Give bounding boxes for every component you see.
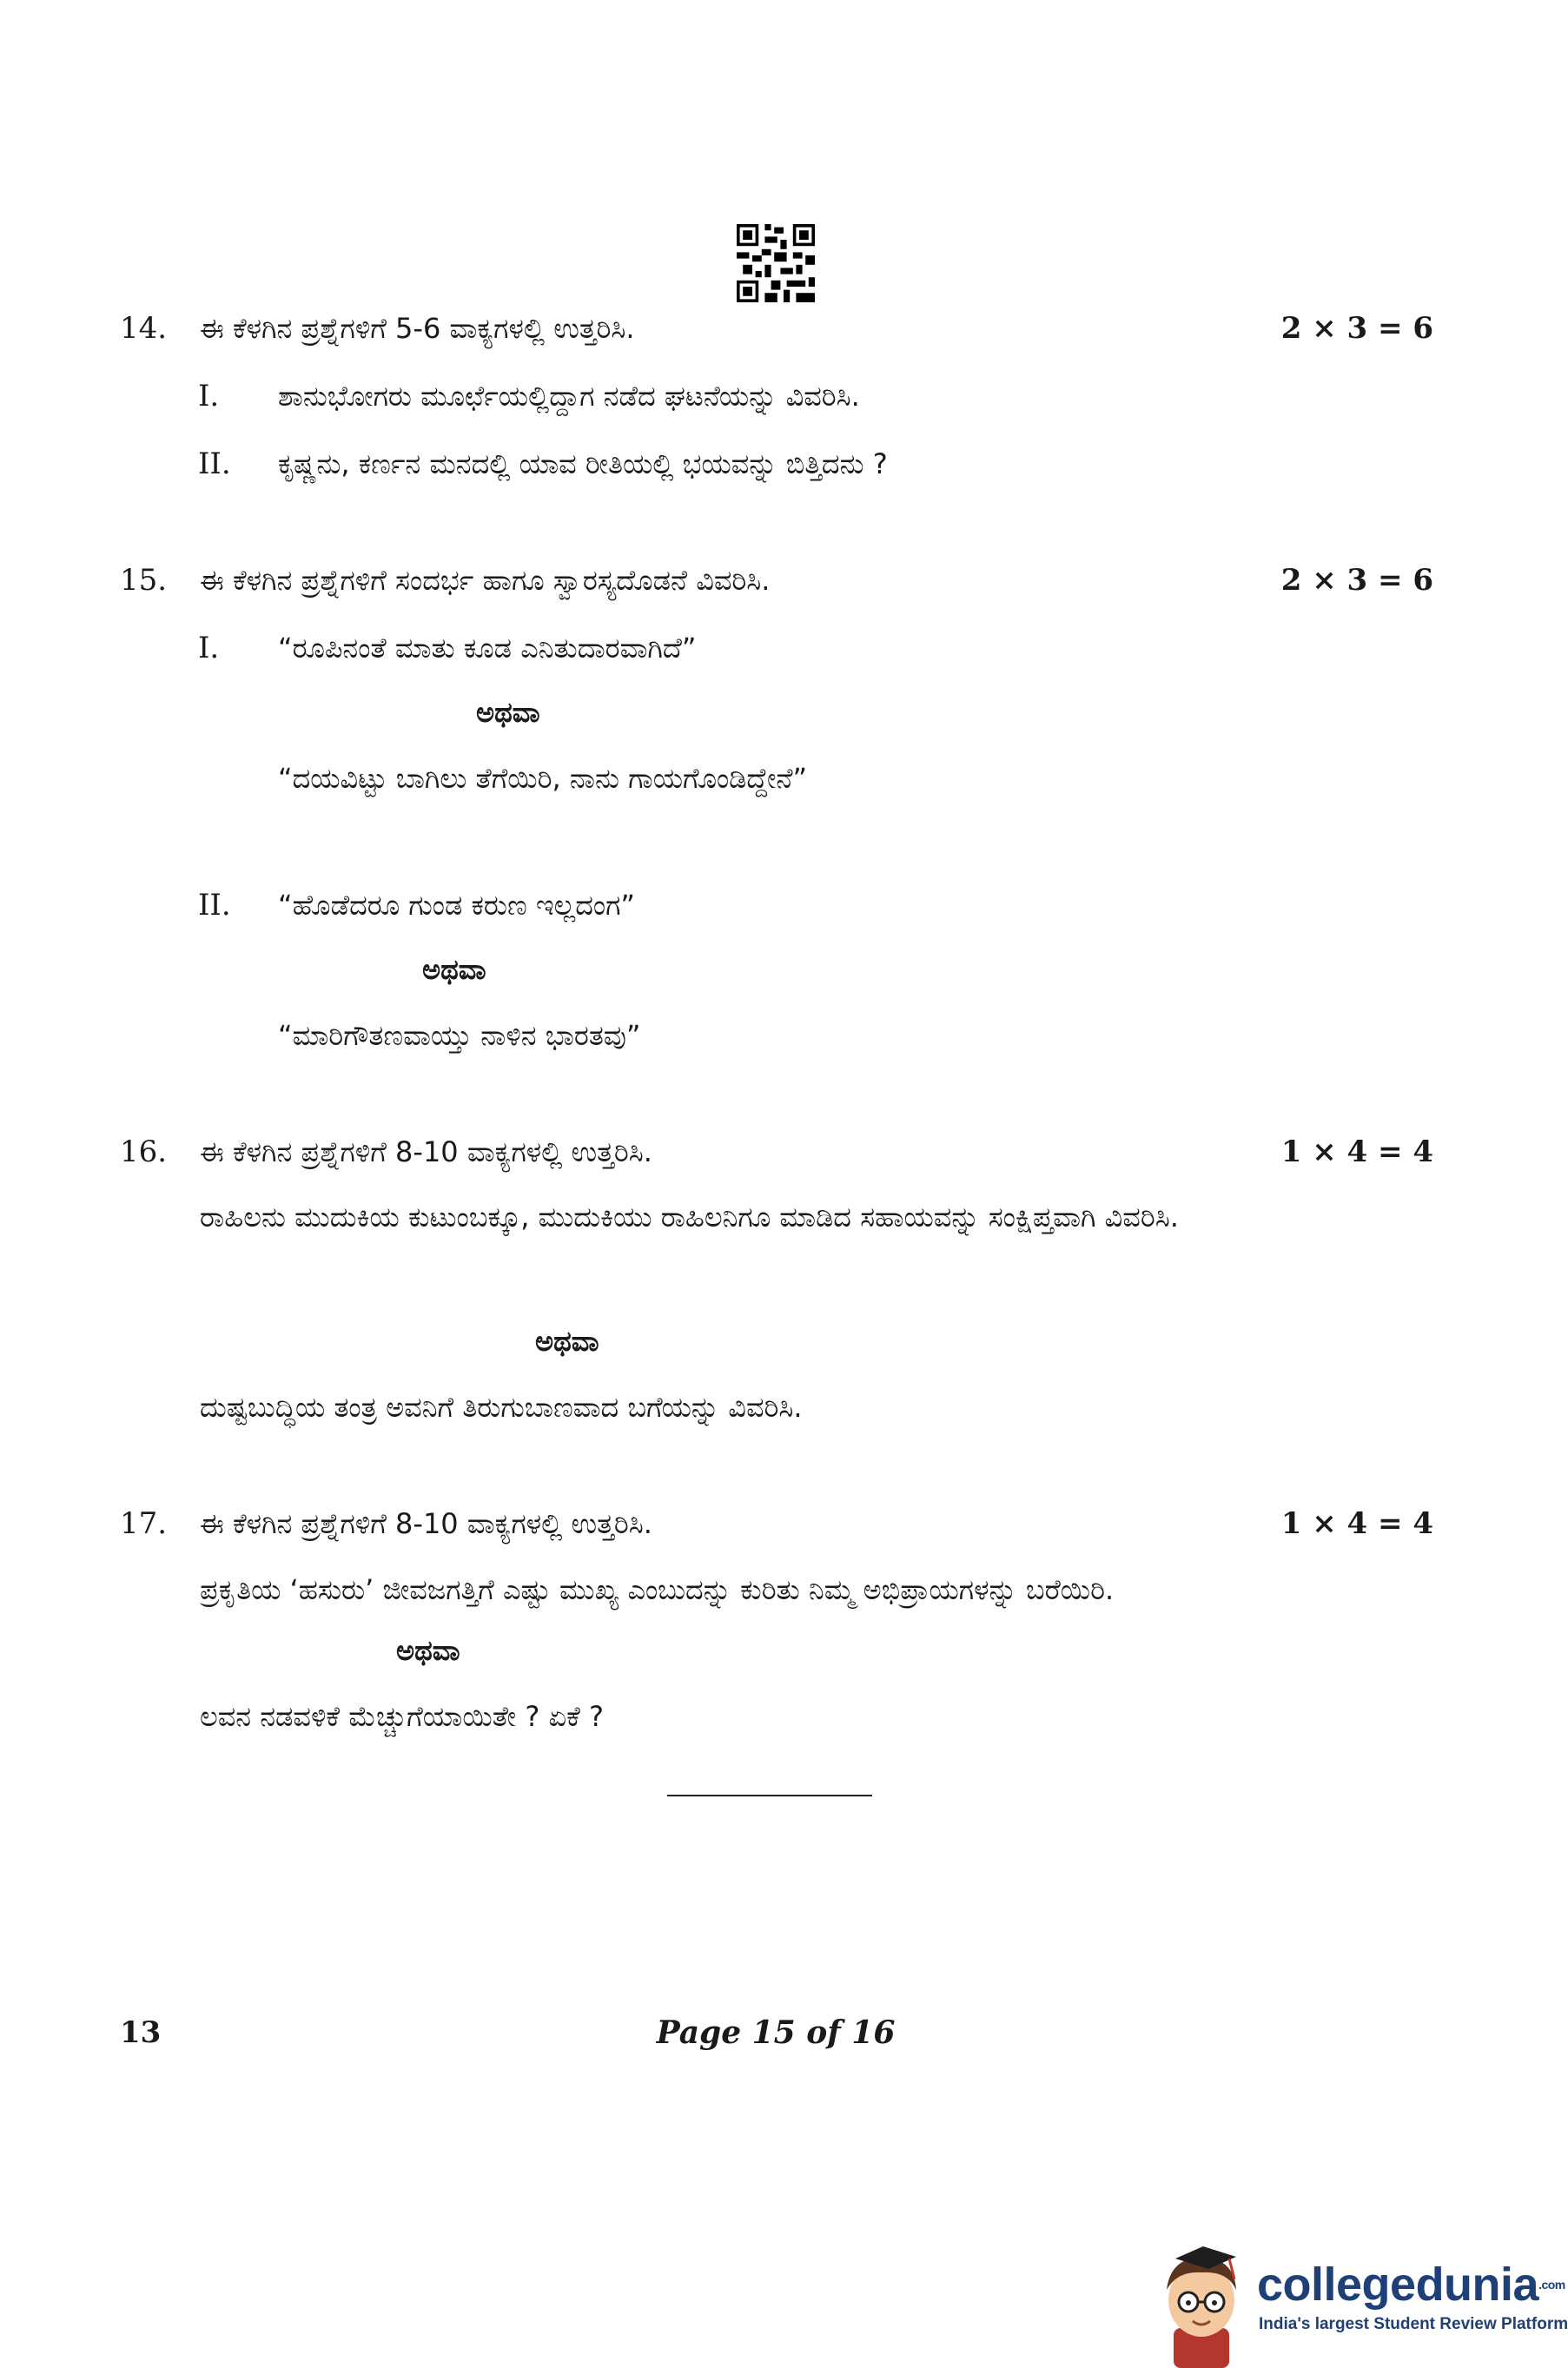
collegedunia-watermark [1151, 2241, 1568, 2368]
question-number: 15. [120, 563, 168, 598]
question-15-item-1 [198, 622, 1432, 674]
question-marks: 2 × 3 = 6 [1280, 311, 1433, 346]
brand-name: collegedunia$^{.com}$ [1257, 2259, 1565, 2311]
item-text: “ರೂಪಿನಂತೆ ಮಾತು ಕೂಡ ಎನಿತುದಾರವಾಗಿದೆ” [278, 632, 697, 665]
question-instruction: ಈ ಕೆಳಗಿನ ಪ್ರಶ್ನೆಗಳಿಗೆ 8-10 ವಾಕ್ಯಗಳಲ್ಲಿ ಉತ್ತರಿಸಿ. [200, 1507, 652, 1540]
question-instruction: ಈ ಕೆಳಗಿನ ಪ್ರಶ್ನೆಗಳಿಗೆ 5-6 ವಾಕ್ಯಗಳಲ್ಲಿ ಉತ್ತರಿಸಿ. [200, 312, 635, 345]
question-number: 14. [120, 311, 168, 346]
page-number: Page 15 of 16 [656, 2014, 896, 2051]
question-number: 16. [120, 1134, 168, 1169]
or-label: ಅಥವಾ [535, 1325, 599, 1358]
paper-code: 13 [120, 2015, 162, 2050]
question-14-header [120, 302, 1433, 354]
qr-code [737, 224, 815, 302]
brand-domain-suffix: .com [1538, 2278, 1565, 2292]
item-numeral: I. [198, 631, 220, 665]
question-marks: 2 × 3 = 6 [1280, 563, 1433, 598]
item-text: ಕೃಷ್ಣನು, ಕರ್ಣನ ಮನದಲ್ಲಿ ಯಾವ ರೀತಿಯಲ್ಲಿ ಭಯವನ್ನು ಬಿತ್ತಿದನು ? [278, 447, 888, 480]
item-numeral: II. [198, 888, 231, 923]
question-marks: 1 × 4 = 4 [1280, 1506, 1433, 1541]
item-numeral: I. [198, 379, 220, 413]
mascot-logo-icon [1151, 2245, 1254, 2368]
alternative-text: “ದಯವಿಟ್ಟು ಬಾಗಿಲು ತೆಗೆಯಿರಿ, ನಾನು ಗಾಯಗೊಂಡಿದ್ದೇನೆ” [278, 762, 808, 795]
question-16-header [120, 1126, 1433, 1178]
question-14-item-2 [198, 438, 1432, 490]
alternative-text: ಲವನ ನಡವಳಿಕೆ ಮೆಚ್ಚುಗೆಯಾಯಿತೇ ? ಏಕೆ ? [200, 1700, 604, 1733]
or-label: ಅಥವಾ [476, 696, 540, 729]
alternative-text: ದುಷ್ಟಬುದ್ಧಿಯ ತಂತ್ರ ಅವನಿಗೆ ತಿರುಗುಬಾಣವಾದ ಬಗೆಯನ್ನು ವಿವರಿಸಿ. [200, 1391, 803, 1424]
or-label: ಅಥವಾ [422, 953, 486, 986]
question-number: 17. [120, 1506, 168, 1541]
item-text: ಶಾನುಭೋಗರು ಮೂರ್ಛೆಯಲ್ಲಿದ್ದಾಗ ನಡೆದ ಘಟನೆಯನ್ನು ವಿವರಿಸಿ. [278, 380, 860, 413]
question-15-header [120, 554, 1433, 606]
question-16-text: ರಾಹಿಲನು ಮುದುಕಿಯ ಕುಟುಂಬಕ್ಕೂ, ಮುದುಕಿಯು ರಾಹಿಲನಿಗೂ ಮಾಡಿದ ಸಹಾಯವನ್ನು ಸಂಕ್ಷಿಪ್ತವಾಗಿ ವಿವರಿಸಿ. [200, 1201, 1179, 1234]
question-14-item-1 [198, 370, 1432, 422]
item-text: “ಹೊಡೆದರೂ ಗುಂಡ ಕರುಣ ಇಲ್ಲದಂಗ” [278, 889, 635, 922]
question-15-item-2 [198, 879, 1432, 931]
question-instruction: ಈ ಕೆಳಗಿನ ಪ್ರಶ್ನೆಗಳಿಗೆ ಸಂದರ್ಭ ಹಾಗೂ ಸ್ವಾರಸ್ಯದೊಡನೆ ವಿವರಿಸಿ. [200, 564, 771, 597]
question-17-text: ಪ್ರಕೃತಿಯ ‘ಹಸುರು’ ಜೀವಜಗತ್ತಿಗೆ ಎಷ್ಟು ಮುಖ್ಯ ಎಂಬುದನ್ನು ಕುರಿತು ನಿಮ್ಮ ಅಭಿಪ್ರಾಯಗಳನ್ನು ಬರೆಯಿರಿ. [200, 1573, 1115, 1606]
end-rule [667, 1795, 872, 1796]
question-instruction: ಈ ಕೆಳಗಿನ ಪ್ರಶ್ನೆಗಳಿಗೆ 8-10 ವಾಕ್ಯಗಳಲ್ಲಿ ಉತ್ತರಿಸಿ. [200, 1135, 652, 1168]
question-marks: 1 × 4 = 4 [1280, 1134, 1433, 1169]
alternative-text: “ಮಾರಿಗೌತಣವಾಯ್ತು ನಾಳಿನ ಭಾರತವು” [278, 1019, 641, 1052]
question-17-header [120, 1498, 1433, 1550]
item-numeral: II. [198, 446, 231, 481]
or-label: ಅಥವಾ [396, 1634, 460, 1667]
brand-tagline: India's largest Student Review Platform [1259, 2315, 1568, 2333]
